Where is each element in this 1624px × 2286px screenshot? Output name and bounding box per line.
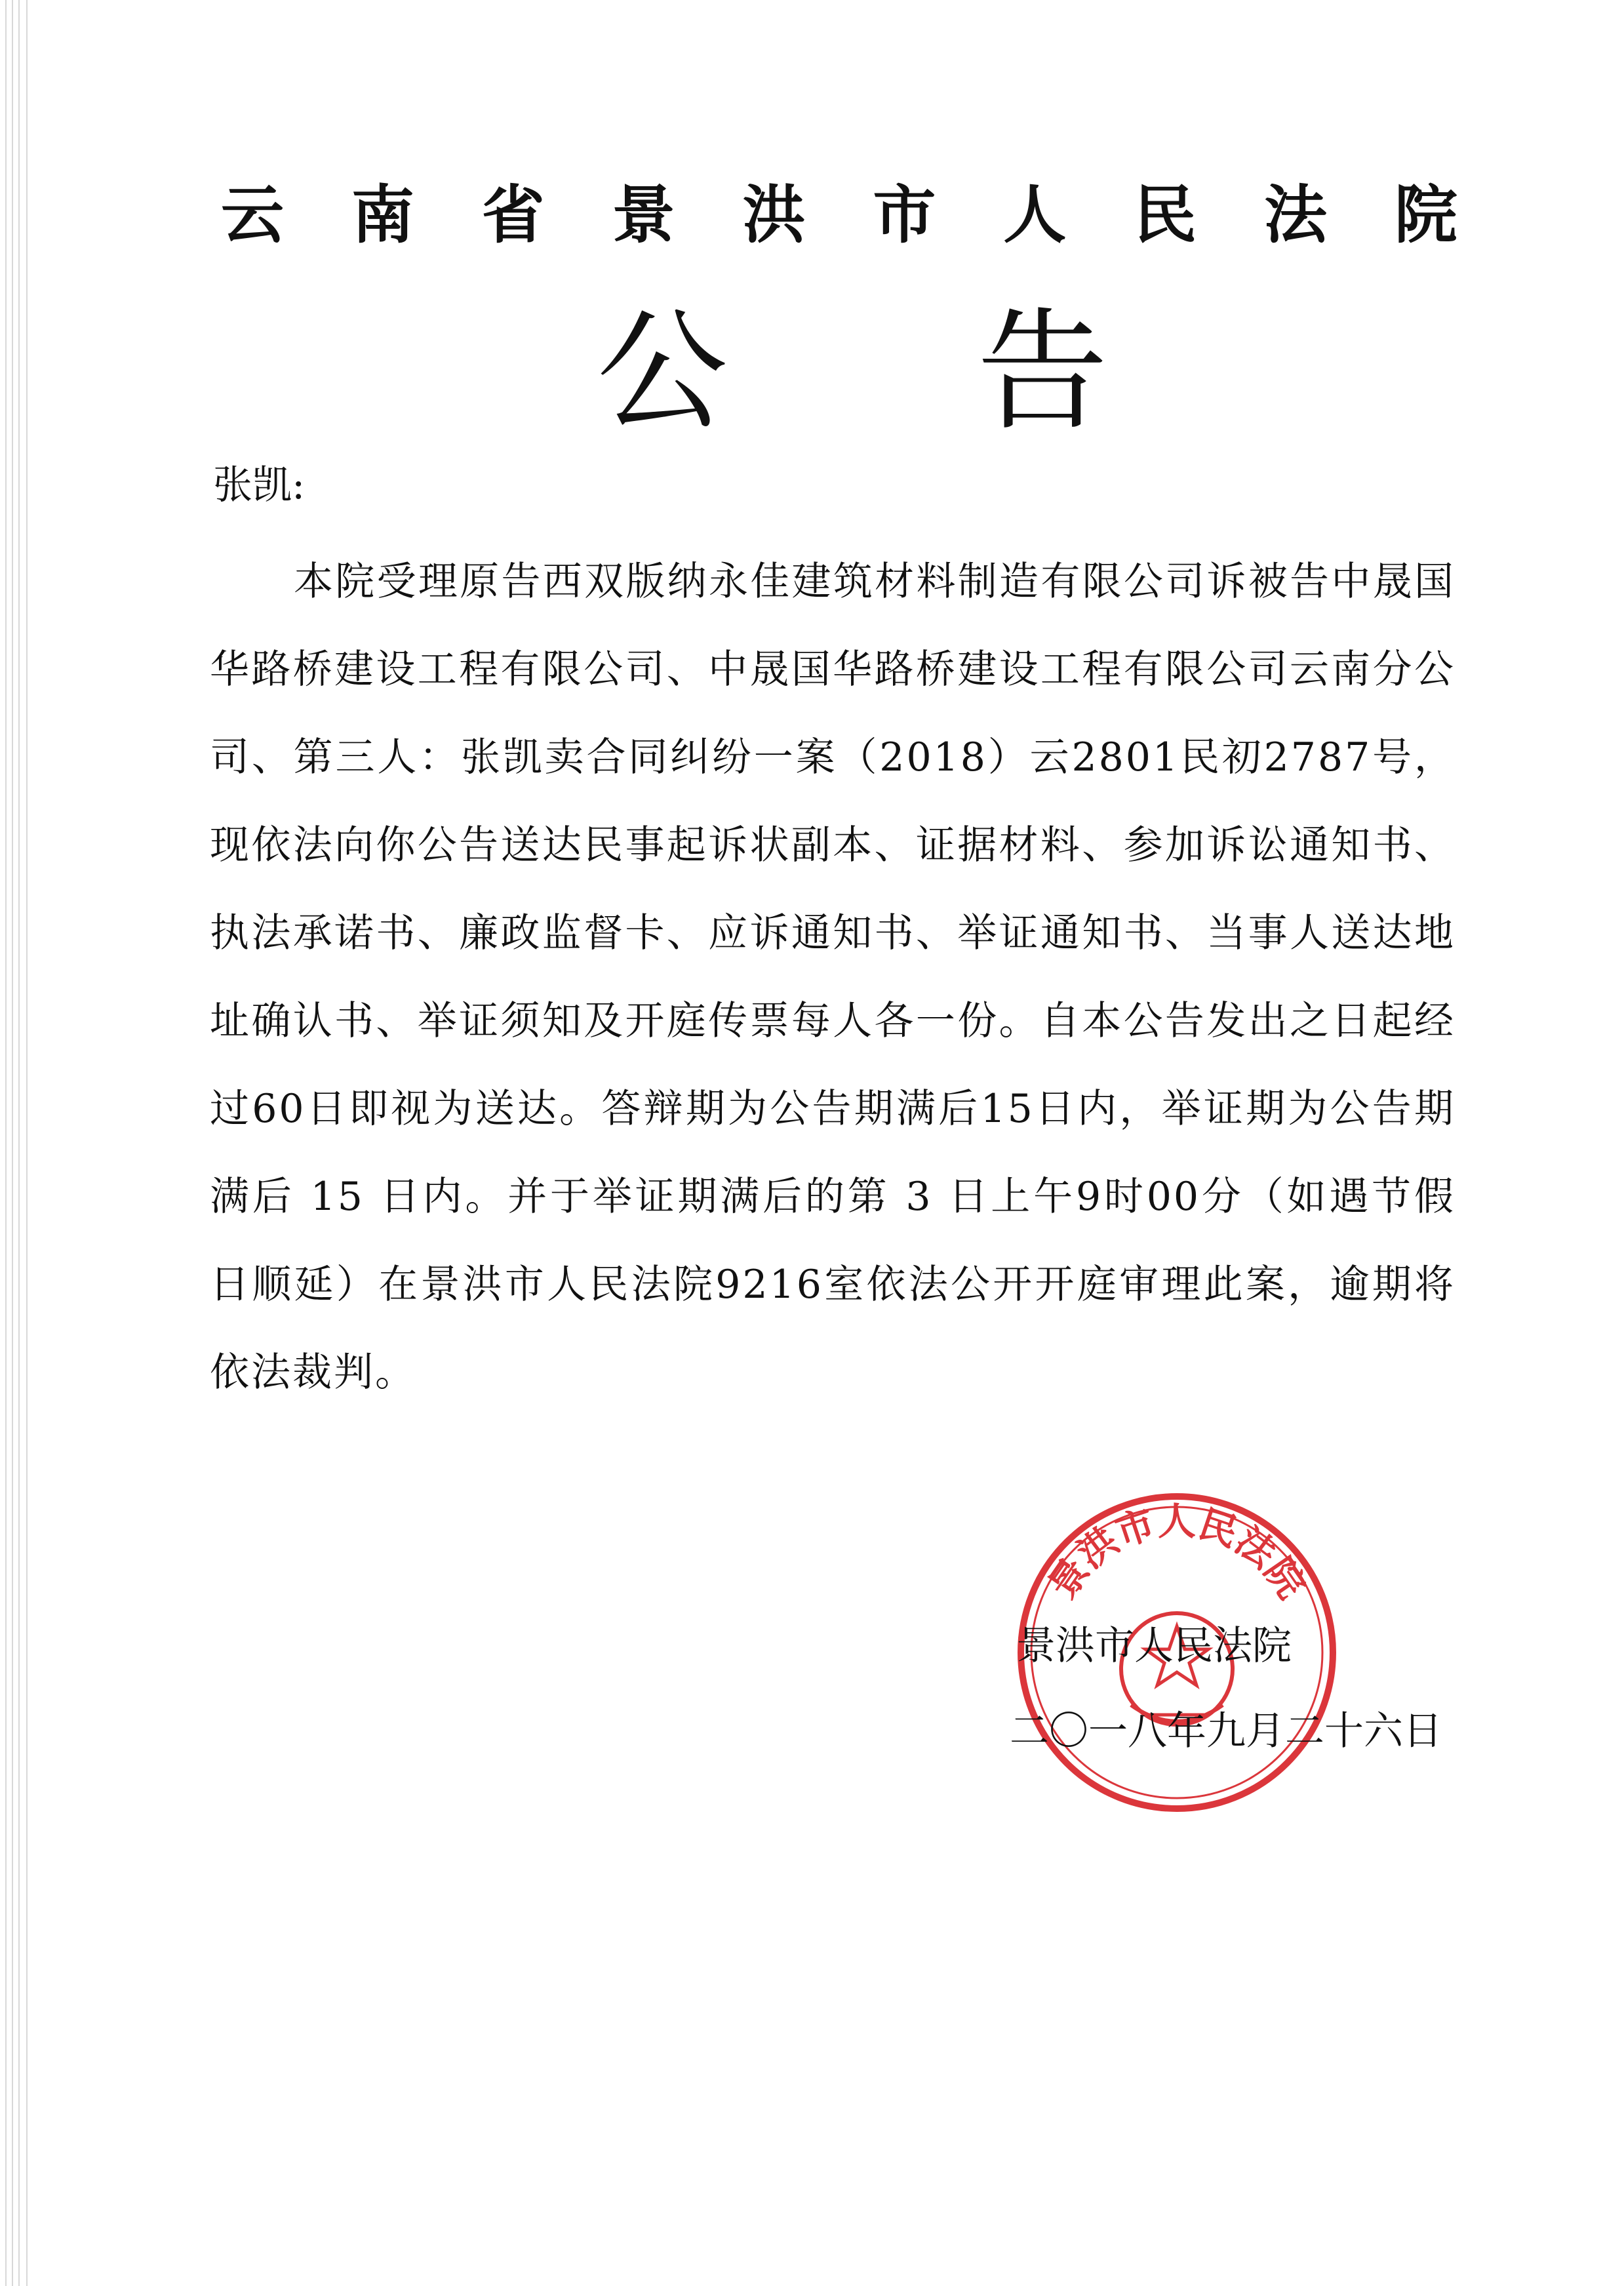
paper-edge	[18, 0, 20, 2286]
court-title-char: 南	[351, 178, 414, 252]
notice-body: 本院受理原告西双版纳永佳建筑材料制造有限公司诉被告中晟国华路桥建设工程有限公司、中晟国华路桥建设工程有限公司云南分公司、第三人：张凯卖合同纠纷一案（2018）云2801民初2787号，现依法向你公告送达民事起诉状副本、证据材料、参加诉讼通知书、执法承诺书、廉政监督卡、应诉通知书、举证通知书、当事人送达地址确认书、举证须知及开庭传票每人各一份。自本公告发出之日起经过60日即视为送达。答辩期为公告期满后15日内，举证期为公告期满后 15 日内。并于举证期满后的第 3 日上午9时00分（如遇节假日顺延）在景洪市人民法院9216室依法公开开庭审理此案，逾期将依法裁判。	[210, 559, 1456, 1395]
court-title-char: 民	[1134, 178, 1197, 252]
court-title-char: 人	[1003, 178, 1067, 252]
court-title-char: 省	[481, 178, 545, 252]
court-title	[216, 164, 1462, 256]
paper-edge	[5, 0, 7, 2286]
court-title-char: 洪	[742, 178, 806, 252]
court-title-char: 云	[221, 178, 284, 252]
court-title-char: 市	[873, 178, 936, 252]
seal-text-path: 景洪市人民法院	[1039, 1499, 1315, 1607]
recipient-salutation: 张凯:	[213, 462, 306, 508]
issue-date: 二〇一八年九月二十六日	[1010, 1708, 1442, 1754]
paper-edge	[12, 0, 13, 2286]
court-title-char: 院	[1394, 178, 1457, 252]
doc-type-char: 告	[976, 295, 1108, 449]
document-type-title	[590, 275, 1115, 449]
doc-type-char: 公	[596, 295, 728, 449]
issuing-court-name: 景洪市人民法院	[1016, 1623, 1292, 1669]
seal-text	[1040, 1499, 1314, 1607]
court-title-char: 景	[612, 178, 675, 252]
paper-edge	[26, 0, 28, 2286]
court-title-char: 法	[1264, 178, 1327, 252]
